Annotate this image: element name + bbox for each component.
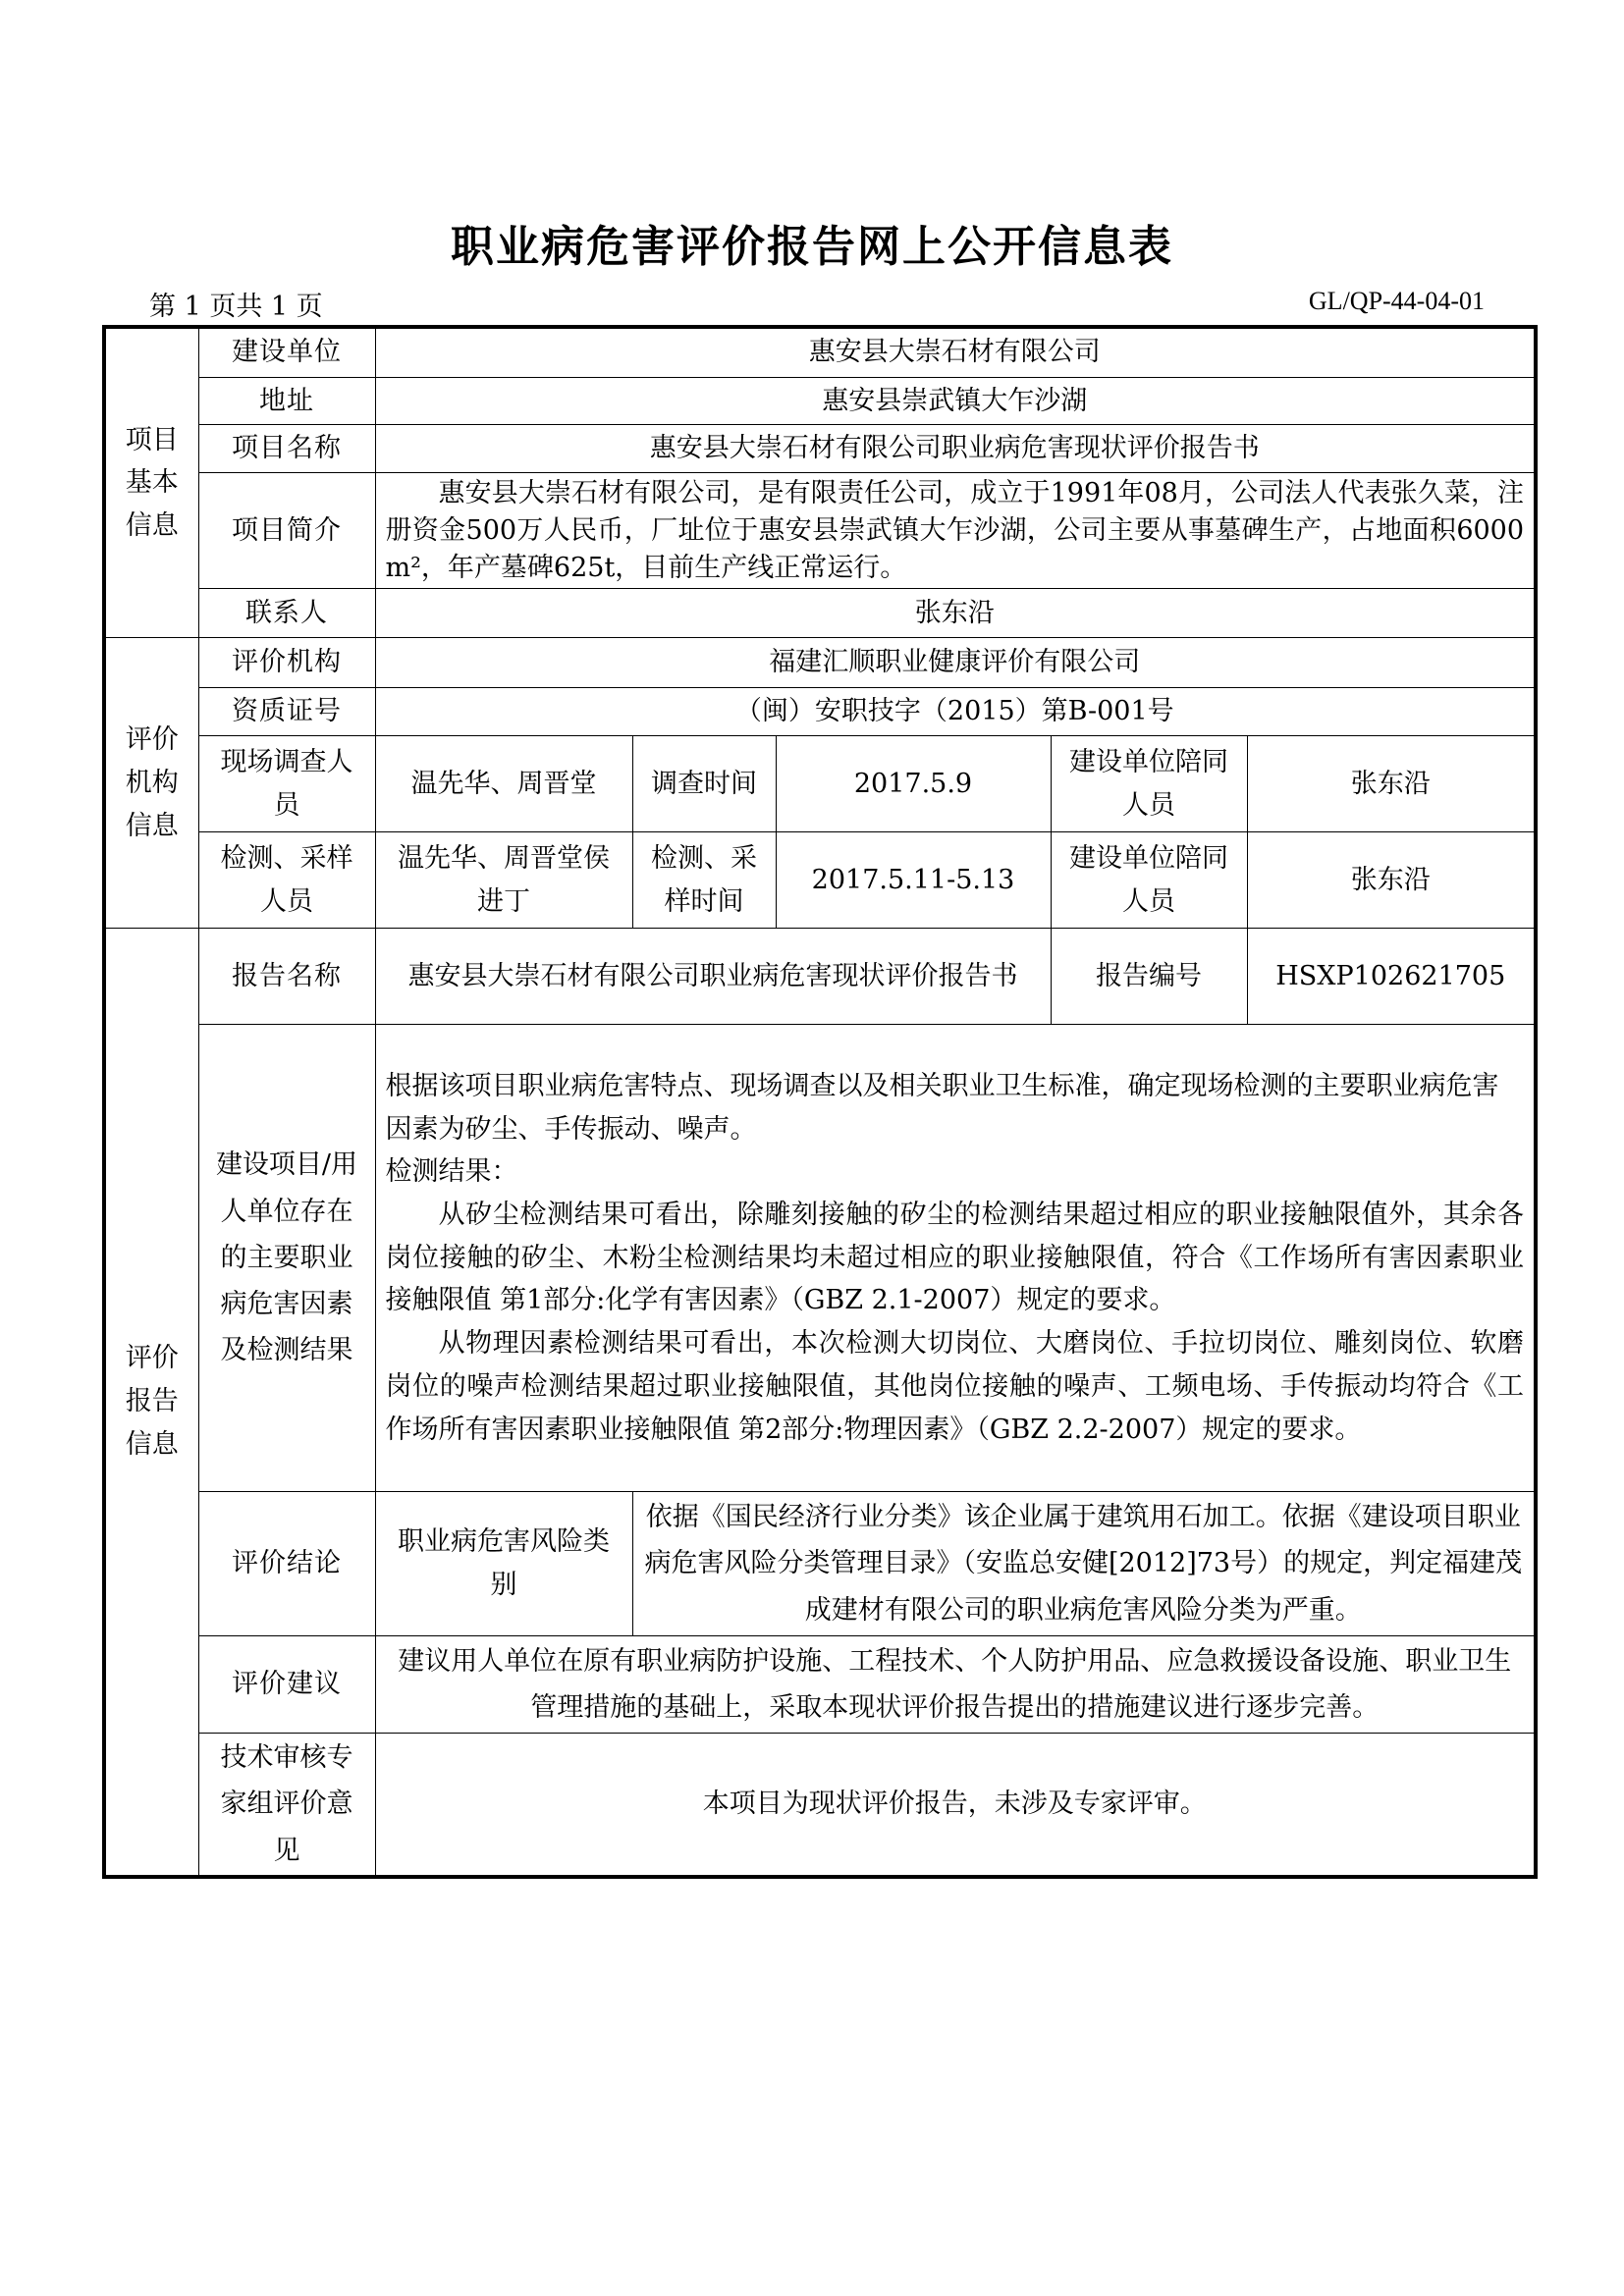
test-people-label: 检测、采样人员 (198, 832, 375, 929)
report-no-value: HSXP102621705 (1247, 929, 1536, 1025)
address-label: 地址 (198, 377, 375, 425)
hazards-intro: 根据该项目职业病危害特点、现场调查以及相关职业卫生标准，确定现场检测的主要职业病危害因素为矽尘、手传振动、噪声。 (385, 1070, 1499, 1145)
address-value: 惠安县崇武镇大乍沙湖 (375, 377, 1536, 425)
expert-opinion-value: 本项目为现状评价报告，未涉及专家评审。 (375, 1734, 1536, 1877)
hazards-results-heading: 检测结果： (385, 1156, 518, 1188)
survey-escort-value: 张东沿 (1247, 736, 1536, 832)
risk-category-label: 职业病危害风险类别 (375, 1492, 632, 1636)
report-no-label: 报告编号 (1051, 929, 1247, 1025)
test-time-value: 2017.5.11-5.13 (776, 832, 1051, 929)
hazards-physical-results: 从物理因素检测结果可看出，本次检测大切岗位、大磨岗位、手拉切岗位、雕刻岗位、软磨岗位的噪声检测结果超过职业接触限值，其他岗位接触的噪声、工频电场、手传振动均符合《工作场所有害因素职业接触限值 第2部分:物理因素》（GBZ 2.2-2007）规定的要求。 (385, 1328, 1525, 1445)
document-code: GL/QP-44-04-01 (1308, 287, 1485, 315)
project-intro-label: 项目简介 (198, 472, 375, 588)
section-project-info: 项目基本信息 (104, 327, 198, 638)
expert-opinion-label: 技术审核专家组评价意见 (198, 1734, 375, 1877)
survey-time-label: 调查时间 (632, 736, 776, 832)
unit-value: 惠安县大崇石材有限公司 (375, 327, 1536, 377)
advice-value: 建议用人单位在原有职业病防护设施、工程技术、个人防护用品、应急救援设备设施、职业卫生管理措施的基础上，采取本现状评价报告提出的措施建议进行逐步完善。 (375, 1635, 1536, 1734)
survey-escort-label: 建设单位陪同人员 (1051, 736, 1247, 832)
page-number: 第 1 页共 1 页 (149, 292, 323, 322)
section-agency-info: 评价机构信息 (104, 638, 198, 929)
project-name-label: 项目名称 (198, 425, 375, 473)
contact-label: 联系人 (198, 589, 375, 638)
agency-value: 福建汇顺职业健康评价有限公司 (375, 638, 1536, 688)
agency-label: 评价机构 (198, 638, 375, 688)
contact-value: 张东沿 (375, 589, 1536, 638)
cert-label: 资质证号 (198, 688, 375, 736)
survey-people-value: 温先华、周晋堂 (375, 736, 632, 832)
hazards-label: 建设项目/用人单位存在的主要职业病危害因素及检测结果 (198, 1025, 375, 1492)
section-report-info: 评价报告信息 (104, 929, 198, 1877)
info-table (102, 325, 1538, 1879)
survey-people-label: 现场调查人员 (198, 736, 375, 832)
hazards-dust-results: 从矽尘检测结果可看出，除雕刻接触的矽尘的检测结果超过相应的职业接触限值外，其余各岗位接触的矽尘、木粉尘检测结果均未超过相应的职业接触限值，符合《工作场所有害因素职业接触限值 第1部分:化学有害因素》（GBZ 2.1-2007）规定的要求。 (385, 1199, 1525, 1316)
advice-label: 评价建议 (198, 1635, 375, 1734)
report-name-value: 惠安县大崇石材有限公司职业病危害现状评价报告书 (375, 929, 1051, 1025)
conclusion-value: 依据《国民经济行业分类》该企业属于建筑用石加工。依据《建设项目职业病危害风险分类管理目录》（安监总安健[2012]73号）的规定，判定福建茂成建材有限公司的职业病危害风险分类为严重。 (632, 1492, 1536, 1636)
conclusion-label: 评价结论 (198, 1492, 375, 1636)
test-escort-value: 张东沿 (1247, 832, 1536, 929)
unit-label: 建设单位 (198, 327, 375, 377)
test-people-value: 温先华、周晋堂侯进丁 (375, 832, 632, 929)
cert-value: （闽）安职技字（2015）第B-001号 (375, 688, 1536, 736)
project-intro-value: 惠安县大崇石材有限公司，是有限责任公司，成立于1991年08月，公司法人代表张久菜，注册资金500万人民币，厂址位于惠安县崇武镇大乍沙湖，公司主要从事墓碑生产，占地面积6000m²，年产墓碑625t，目前生产线正常运行。 (385, 477, 1525, 583)
project-name-value: 惠安县大崇石材有限公司职业病危害现状评价报告书 (375, 425, 1536, 473)
test-time-label: 检测、采样时间 (632, 832, 776, 929)
report-name-label: 报告名称 (198, 929, 375, 1025)
survey-time-value: 2017.5.9 (776, 736, 1051, 832)
test-escort-label: 建设单位陪同人员 (1051, 832, 1247, 929)
page-title: 职业病危害评价报告网上公开信息表 (451, 222, 1173, 272)
